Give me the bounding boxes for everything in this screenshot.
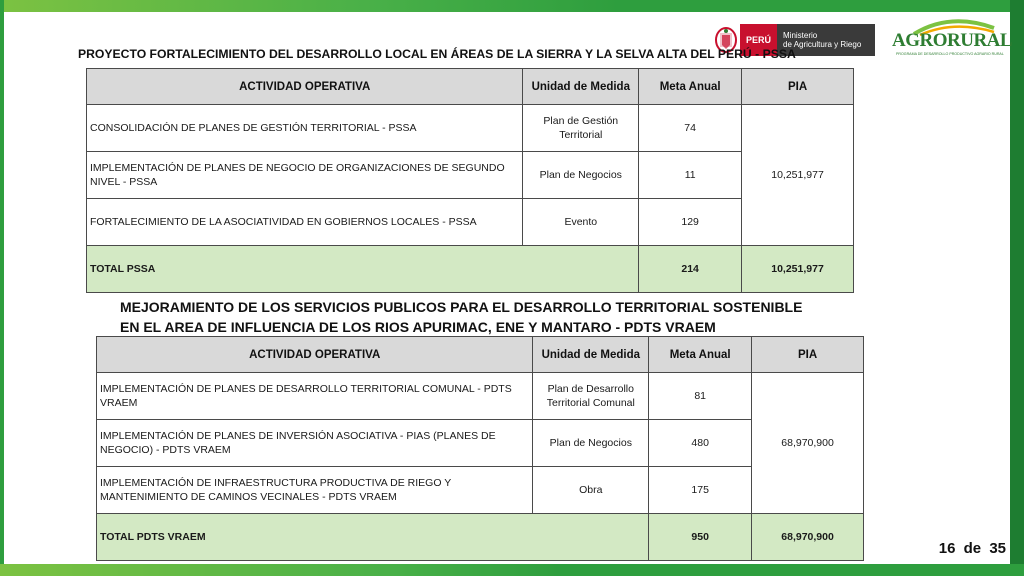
meta-cell: 11 <box>639 152 742 199</box>
section2-title: MEJORAMIENTO DE LOS SERVICIOS PUBLICOS PARA EL DESARROLLO TERRITORIAL SOSTENIBLE EN EL AREA DE INFLUENCIA DE LOS RIOS APURIMAC, ENE Y MANTARO - PDTS VRAEM <box>120 299 803 335</box>
top-border-accent <box>0 0 620 12</box>
agrorural-logo <box>890 18 1013 64</box>
unidad-cell: Plan de Desarrollo Territorial Comunal <box>533 373 649 420</box>
total-label: TOTAL PSSA <box>87 246 639 293</box>
unidad-cell: Evento <box>523 199 639 246</box>
actividad-cell: CONSOLIDACIÓN DE PLANES DE GESTIÓN TERRITORIAL - PSSA <box>87 105 523 152</box>
left-border-bar <box>0 0 4 576</box>
pia-cell: 10,251,977 <box>742 105 854 246</box>
actividad-cell: IMPLEMENTACIÓN DE PLANES DE NEGOCIO DE ORGANIZACIONES DE SEGUNDO NIVEL - PSSA <box>87 152 523 199</box>
table-row <box>87 105 854 152</box>
actividad-cell: IMPLEMENTACIÓN DE PLANES DE INVERSIÓN ASOCIATIVA - PIAS (PLANES DE NEGOCIO) - PDTS VRAEM <box>97 420 533 467</box>
table-header-row <box>97 337 864 373</box>
total-row <box>87 246 854 293</box>
pdts-vraem-table <box>96 336 864 561</box>
meta-cell: 81 <box>649 373 752 420</box>
unidad-cell: Obra <box>533 467 649 514</box>
agrorural-tagline: PROGRAMA DE DESARROLLO PRODUCTIVO AGRARIO RURAL <box>896 52 1004 56</box>
page-number <box>937 540 1008 557</box>
total-label: TOTAL PDTS VRAEM <box>97 514 649 561</box>
unidad-cell: Plan de Negocios <box>533 420 649 467</box>
actividad-cell: IMPLEMENTACIÓN DE INFRAESTRUCTURA PRODUCTIVA DE RIEGO Y MANTENIMIENTO DE CAMINOS VECINALES - PDTS VRAEM <box>97 467 533 514</box>
col-actividad-header: ACTIVIDAD OPERATIVA <box>87 69 523 105</box>
section1-title: PROYECTO FORTALECIMIENTO DEL DESARROLLO LOCAL EN ÁREAS DE LA SIERRA Y LA SELVA ALTA DEL PERÚ - PSSA <box>78 47 796 61</box>
ministry-line1: Ministerio <box>783 31 818 40</box>
unidad-cell: Plan de Negocios <box>523 152 639 199</box>
page-current: 16 <box>938 540 956 557</box>
page-total: 35 <box>989 540 1006 557</box>
meta-cell: 74 <box>639 105 742 152</box>
ministry-line2: de Agricultura y Riego <box>783 40 862 49</box>
total-pia: 68,970,900 <box>752 514 864 561</box>
col-meta-header: Meta Anual <box>639 69 742 105</box>
table-header-row <box>87 69 854 105</box>
table-row <box>97 420 864 467</box>
table-row <box>87 152 854 199</box>
total-pia: 10,251,977 <box>742 246 854 293</box>
total-meta: 214 <box>639 246 742 293</box>
meta-cell: 129 <box>639 199 742 246</box>
page-separator: de <box>963 540 982 557</box>
right-border-bar <box>1010 0 1024 576</box>
meta-cell: 175 <box>649 467 752 514</box>
actividad-cell: IMPLEMENTACIÓN DE PLANES DE DESARROLLO TERRITORIAL COMUNAL - PDTS VRAEM <box>97 373 533 420</box>
total-row <box>97 514 864 561</box>
col-unidad-header: Unidad de Medida <box>533 337 649 373</box>
table-row <box>87 199 854 246</box>
peru-label: PERÚ <box>740 24 777 56</box>
table-row <box>97 467 864 514</box>
col-pia-header: PIA <box>752 337 864 373</box>
col-pia-header: PIA <box>742 69 854 105</box>
agrorural-wordmark: AGRORURAL <box>892 30 1013 51</box>
pia-cell: 68,970,900 <box>752 373 864 514</box>
total-meta: 950 <box>649 514 752 561</box>
table-row <box>97 373 864 420</box>
col-actividad-header: ACTIVIDAD OPERATIVA <box>97 337 533 373</box>
actividad-cell: FORTALECIMIENTO DE LA ASOCIATIVIDAD EN GOBIERNOS LOCALES - PSSA <box>87 199 523 246</box>
bottom-border-accent <box>0 564 560 576</box>
pssa-table <box>86 68 854 293</box>
unidad-cell: Plan de Gestión Territorial <box>523 105 639 152</box>
meta-cell: 480 <box>649 420 752 467</box>
col-unidad-header: Unidad de Medida <box>523 69 639 105</box>
col-meta-header: Meta Anual <box>649 337 752 373</box>
